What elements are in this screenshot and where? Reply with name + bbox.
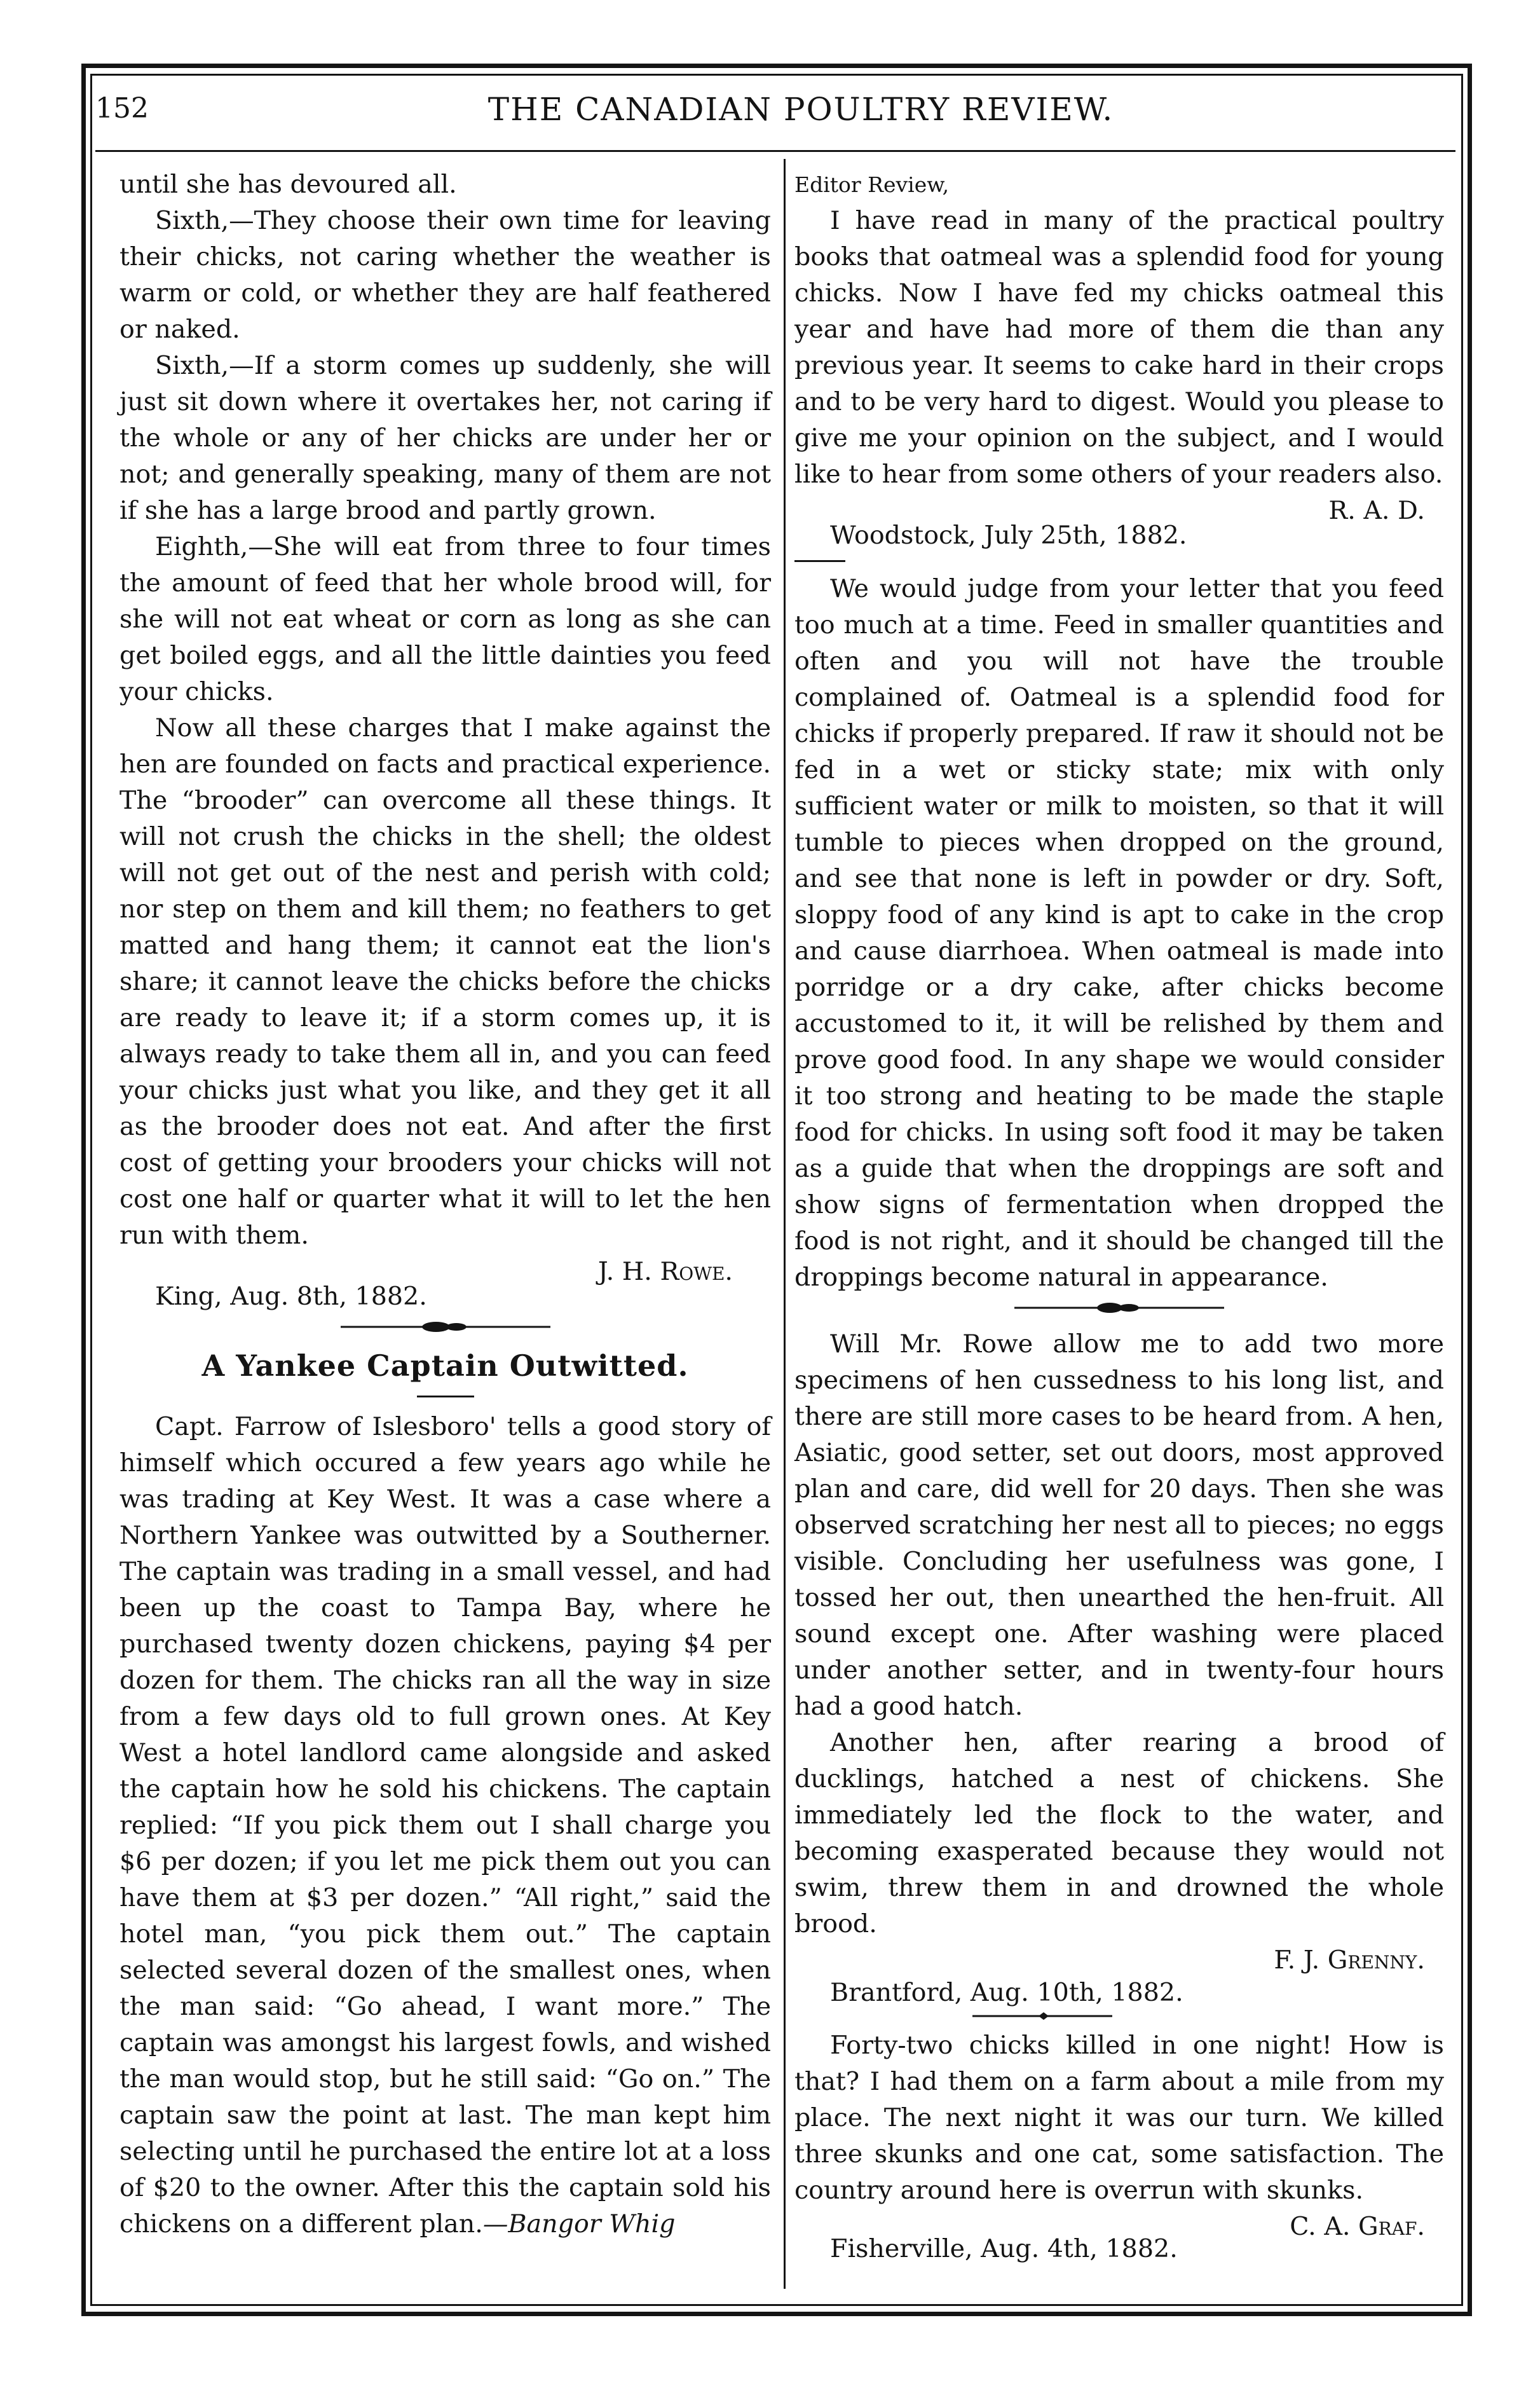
- frame-bottom-outer: [81, 2312, 1472, 2316]
- dateline-woodstock: Woodstock, July 25th, 1882.: [830, 521, 1187, 550]
- story-source: —Bangor Whig: [482, 2209, 676, 2239]
- column-divider: [784, 159, 786, 2289]
- paragraph-sixth-a: Sixth,—They choose their own time for leaving their chicks, not caring whether the weather is warm or cold, or whether they are half feathered or naked.: [119, 206, 771, 344]
- paragraph-continuation: until she has devoured all.: [119, 170, 457, 199]
- header-rule: [95, 150, 1455, 152]
- frame-top-inner: [90, 74, 1463, 76]
- editor-reply: We would judge from your letter that you feed too much at a time. Feed in smaller quantities and often and you will not have the trouble complained of. Oatmeal is a splendid food for chicks if properly prepared. If raw it should not be fed in a wet or sticky state; mix with only sufficient water or milk to moisten, so that it will tumble to pieces when dropped on the ground, and see that none is left in powder or dry. Soft, sloppy food of any kind is apt to cake in the crop and cause diarrhoea. When oatmeal is made into porridge or a dry cake, after chicks become accustomed to it, it will be relished by them and prove good food. In any shape we would consider it too strong and heating to be made the staple food for chicks. In using soft food it may be taken as a guide that when the droppings are soft and show signs of fermentation when dropped the food is not right, and it should be changed till the droppings become natural in appearance.: [794, 574, 1444, 1292]
- masthead-title: THE CANADIAN POULTRY REVIEW.: [487, 91, 1114, 128]
- short-rule: [794, 560, 845, 562]
- ornament-divider: [972, 2011, 1112, 2021]
- signature-graf: C. A. Graf.: [1290, 2212, 1425, 2241]
- frame-left-inner: [90, 74, 92, 2306]
- signature-rowe: J. H. Rowe.: [597, 1257, 733, 1286]
- story-body: Capt. Farrow of Islesboro' tells a good story of himself which occured a few years ago while he was trading at Key West. It was a case where a Northern Yankee was outwitted by a Southerner. The captain was trading in a small vessel, and had been up the coast to Tampa Bay, where he purchased twenty dozen chickens, paying $4 per dozen for them. The chicks ran all the way in size from a few days old to full grown ones. At Key West a hotel landlord came alongside and asked the captain how he sold his chickens. The captain replied: “If you pick them out I shall charge you $6 per dozen; if you let me pick them out you can have them at $3 per dozen.” “All right,” said the hotel man, “you pick them out.” The captain selected several dozen of the smallest ones, when the man said: “Go ahead, I want more.” The captain was amongst his largest fowls, and wished the man would stop, but he still said: “Go on.” The captain saw the point at last. The man kept him selecting until he purchased the entire lot at a loss of $20 to the owner. After this the captain sold his chickens on a different plan.: [119, 1412, 771, 2239]
- ornament-divider: [1014, 1301, 1224, 1315]
- heading-rule: [417, 1396, 474, 1397]
- frame-left-outer: [81, 64, 86, 2316]
- letter-salutation: Editor Review,: [794, 172, 950, 197]
- signature-grenny: F. J. Grenny.: [1274, 1945, 1425, 1975]
- left-column: [119, 167, 771, 2242]
- letter-oatmeal: I have read in many of the practical poultry books that oatmeal was a splendid food for young chicks. Now I have fed my chicks oatmeal this year and have had more of them die than any previous year. It seems to cake hard in their crops and to be very hard to digest. Would you please to give me your opinion on the subject, and I would like to hear from some others of your readers also.: [794, 206, 1444, 489]
- letter-grenny-b: Another hen, after rearing a brood of ducklings, hatched a nest of chickens. She immediately led the flock to the water, and becoming exasperated because they would not swim, threw them in and drowned the whole brood.: [794, 1728, 1444, 1938]
- dateline-fisherville: Fisherville, Aug. 4th, 1882.: [830, 2234, 1178, 2263]
- signature-rad: R. A. D.: [1328, 496, 1425, 525]
- letter-graf: Forty-two chicks killed in one night! How is that? I had them on a farm about a mile from my place. The next night it was our turn. We killed three skunks and one cat, some satisfaction. The country around here is overrun with skunks.: [794, 2031, 1444, 2205]
- article-heading: A Yankee Captain Outwitted.: [201, 1348, 689, 1383]
- frame-right-outer: [1468, 64, 1472, 2316]
- dateline-brantford: Brantford, Aug. 10th, 1882.: [830, 1978, 1183, 2007]
- frame-right-inner: [1461, 74, 1463, 2306]
- frame-top-outer: [81, 64, 1472, 68]
- dateline-king: King, Aug. 8th, 1882.: [155, 1282, 427, 1311]
- ornament-divider: [341, 1320, 550, 1334]
- page-number: 152: [95, 92, 149, 125]
- story-text: [119, 1409, 771, 2242]
- frame-bottom-inner: [90, 2304, 1463, 2306]
- paragraph-eighth: Eighth,—She will eat from three to four times the amount of feed that her whole brood will, for she will not eat wheat or corn as long as she can get boiled eggs, and all the little dainties you feed your chicks.: [119, 532, 771, 706]
- paragraph-brooder: Now all these charges that I make against the hen are founded on facts and practical experience. The “brooder” can overcome all these things. It will not crush the chicks in the shell; the oldest will not get out of the nest and perish with cold; nor step on them and kill them; no feathers to get matted and hang them; it cannot eat the lion's share; it cannot leave the chicks before the chicks are ready to leave it; if a storm comes up, it is always ready to take them all in, and you can feed your chicks just what you like, and they get it all as the brooder does not eat. And after the first cost of getting your brooders your chicks will not cost one half or quarter what it will to let the hen run with them.: [119, 713, 771, 1250]
- right-column: [794, 167, 1444, 2267]
- letter-grenny-a: Will Mr. Rowe allow me to add two more specimens of hen cussedness to his long list, and there are still more cases to be heard from. A hen, Asiatic, good setter, set out doors, most approved plan and care, did well for 20 days. Then she was observed scratching her nest all to pieces; no eggs visible. Concluding her usefulness was gone, I tossed her out, then unearthed the hen-fruit. All sound except one. After washing were placed under another setter, and in twenty-four hours had a good hatch.: [794, 1329, 1444, 1721]
- paragraph-sixth-b: Sixth,—If a storm comes up suddenly, she will just sit down where it overtakes her, not caring if the whole or any of her chicks are under her or not; and generally speaking, many of them are not if she has a large brood and partly grown.: [119, 351, 771, 525]
